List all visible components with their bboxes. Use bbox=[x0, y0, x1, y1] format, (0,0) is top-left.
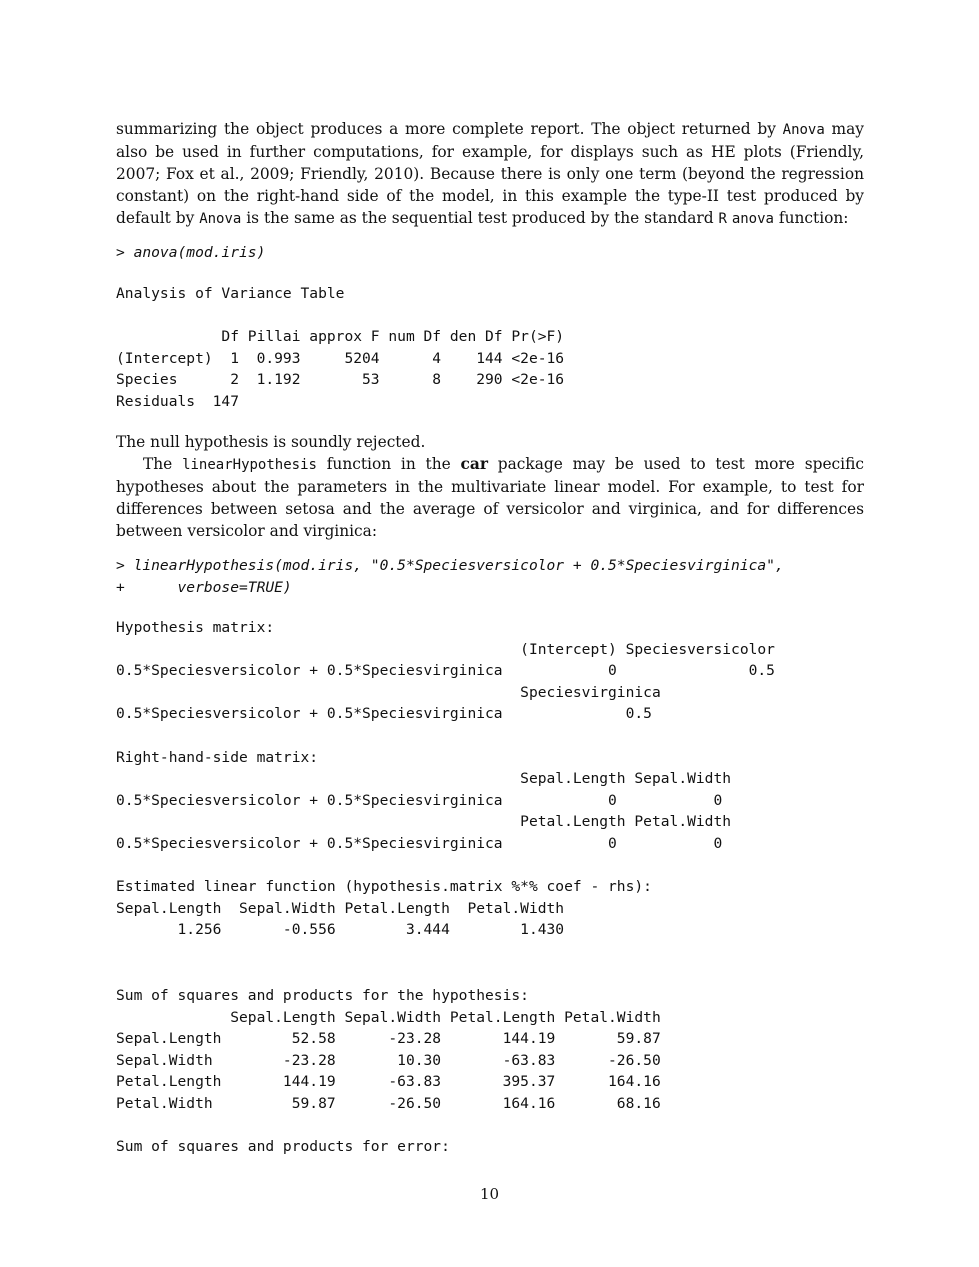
code-inline-r: R bbox=[718, 211, 727, 227]
text-run: The bbox=[143, 455, 183, 473]
text-run: summarizing the object produces a more complete report. The object returned by bbox=[116, 120, 783, 138]
page-number: 10 bbox=[479, 1185, 500, 1203]
paragraph-anova-intro bbox=[116, 118, 864, 230]
text-run: may also be used in further computations, for example, for displays such as HE plots (Friendly, 2007; Fox et al., 2009; Friendly, 2010). Because there is only one term (beyond the regression constant) on the right-hand side of the model, in this example the type-II test produced by default by bbox=[116, 120, 865, 227]
code-output-anova-table: Analysis of Variance Table Df Pillai approx F num Df den Df Pr(>F) (Intercept) 1 0.993 5204 4 144 <2e-16 Species 2 1.192 53 8 290 <2e-16 Residuals 147 bbox=[116, 285, 565, 410]
code-inline-anova-function: anova bbox=[731, 211, 774, 227]
text-run: package may be used to test more specific hypotheses about the parameters in the multivariate linear model. For example, to test for differences between setosa and the average of versicolor and virginica, and for differences between versicolor and virginica: bbox=[116, 455, 864, 540]
code-input-anova: > anova(mod.iris) bbox=[116, 244, 266, 261]
code-inline-anova: Anova bbox=[782, 122, 825, 138]
text-run: function in the bbox=[316, 455, 461, 473]
code-inline-linearhypothesis: linearHypothesis bbox=[182, 457, 317, 473]
paragraph-linear-hypothesis bbox=[116, 453, 864, 542]
code-output-hypothesis: Hypothesis matrix: (Intercept) Speciesversicolor 0.5*Speciesversicolor + 0.5*Speciesvirginica 0 0.5 Speciesvirginica 0.5*Speciesversicolor + 0.5*Speciesvirginica 0.5 Right-hand-side matrix: Sepal.Length Sepal.Width 0.5*Speciesversicolor + 0.5*Speciesvirginica 0 0 Petal.Length Petal.Width 0.5*Speciesversicolor + 0.5*Speciesvirginica 0 0 Estimated linear function (hypothesis.matrix %*% coef - rhs): Sepal.Length Sepal.Width Petal.Length Petal.Width 1.256 -0.556 3.444 1.430 bbox=[116, 619, 775, 939]
code-inline-anova: Anova bbox=[199, 211, 242, 227]
code-output-sscp: Sum of squares and products for the hypothesis: Sepal.Length Sepal.Width Petal.Length Petal.Width Sepal.Length 52.58 -23.28 144.19 59.87 Sepal.Width -23.28 10.30 -63.83 -26.50 Petal.Length 144.19 -63.83 395.37 164.16 Petal.Width 59.87 -26.50 164.16 68.16 Sum of squares and products for error: bbox=[116, 987, 661, 1156]
package-name-car: car bbox=[460, 455, 488, 473]
paragraph-null-hypothesis bbox=[116, 431, 864, 453]
text-run: is the same as the sequential test produced by the standard bbox=[241, 209, 719, 227]
text-run: The null hypothesis is soundly rejected. bbox=[116, 433, 426, 451]
text-run: function: bbox=[773, 209, 849, 227]
code-input-linearhypothesis: > linearHypothesis(mod.iris, "0.5*Speciesversicolor + 0.5*Speciesvirginica", + verbose=TRUE) bbox=[116, 557, 784, 596]
